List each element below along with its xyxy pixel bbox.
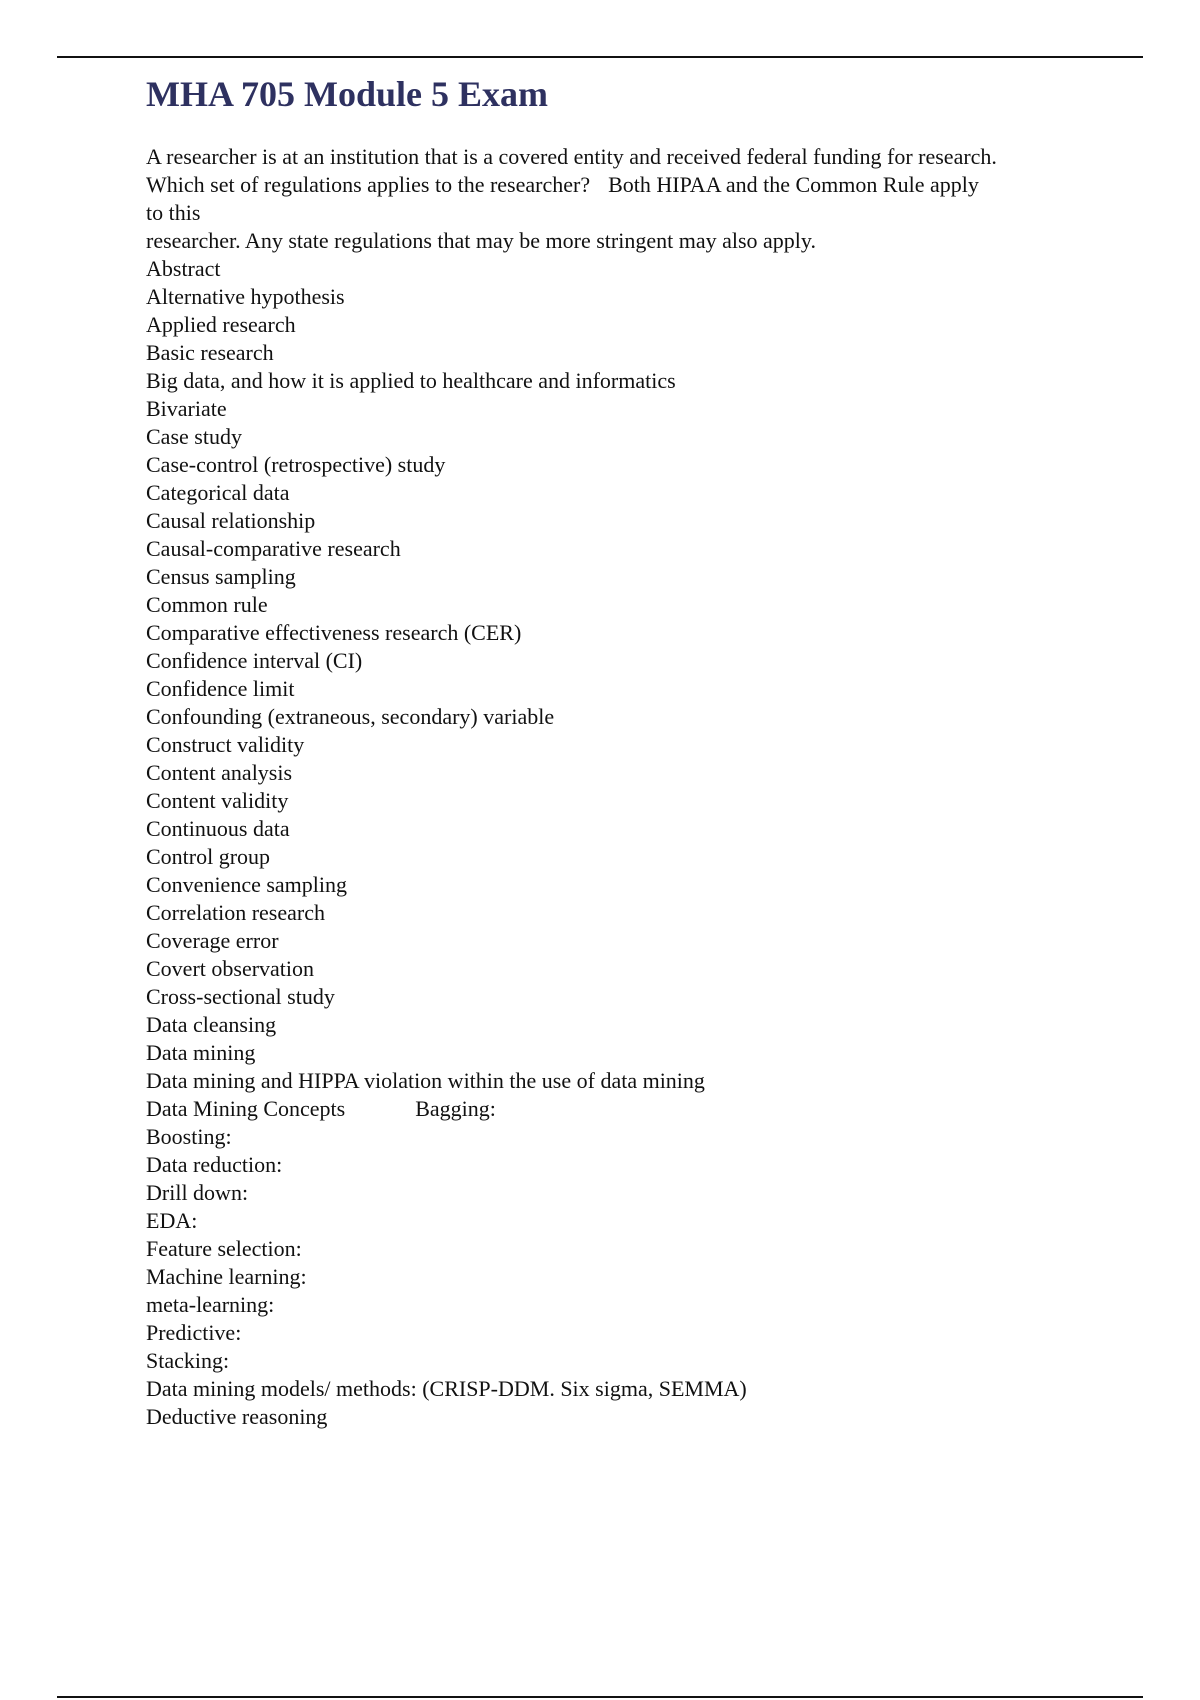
concepts-line: [146, 1095, 1106, 1123]
term-list: [146, 255, 1106, 1095]
term-item: Case-control (retrospective) study: [146, 452, 446, 477]
term-item: Confidence limit: [146, 676, 295, 701]
term-item: Continuous data: [146, 816, 290, 841]
term-item: Applied research: [146, 312, 296, 337]
term-item: Content validity: [146, 788, 289, 813]
term-item: Case study: [146, 424, 242, 449]
term-item: Confidence interval (CI): [146, 648, 363, 673]
concept-item: Stacking:: [146, 1348, 230, 1373]
concepts-term: Data Mining Concepts: [146, 1096, 346, 1121]
concept-item: meta-learning:: [146, 1292, 275, 1317]
term-item: Coverage error: [146, 928, 279, 953]
term-item: Data mining: [146, 1040, 256, 1065]
question-line-1: A researcher is at an institution that is a covered entity and received federal funding for research.: [146, 144, 997, 169]
term-item: Data mining models/ methods: (CRISP-DDM. Six sigma, SEMMA): [146, 1376, 747, 1401]
term-item: Construct validity: [146, 732, 305, 757]
term-item: Convenience sampling: [146, 872, 348, 897]
term-item: Comparative effectiveness research (CER): [146, 620, 522, 645]
question-line-3: to this: [146, 200, 201, 225]
concept-item: EDA:: [146, 1208, 198, 1233]
term-item: Correlation research: [146, 900, 325, 925]
concept-item: Feature selection:: [146, 1236, 302, 1261]
concept-item: Data reduction:: [146, 1152, 283, 1177]
answer-text: Both HIPAA and the Common Rule apply: [608, 172, 979, 197]
concept-item: Boosting:: [146, 1124, 232, 1149]
question-line-2: [146, 171, 1106, 199]
term-item: Causal-comparative research: [146, 536, 401, 561]
concept-item: Drill down:: [146, 1180, 249, 1205]
term-item: Bivariate: [146, 396, 227, 421]
term-item: Common rule: [146, 592, 268, 617]
concept-item: Predictive:: [146, 1320, 242, 1345]
term-item: Covert observation: [146, 956, 315, 981]
term-item: Data cleansing: [146, 1012, 277, 1037]
question-text: Which set of regulations applies to the researcher?: [146, 172, 591, 197]
header-rule: [57, 56, 1143, 58]
term-item: Confounding (extraneous, secondary) variable: [146, 704, 555, 729]
question-line-4: researcher. Any state regulations that may be more stringent may also apply.: [146, 228, 816, 253]
term-item: Deductive reasoning: [146, 1404, 328, 1429]
footer-rule: [57, 1696, 1143, 1698]
term-item: Content analysis: [146, 760, 293, 785]
term-list-continued: [146, 1375, 1106, 1431]
term-item: Alternative hypothesis: [146, 284, 345, 309]
concepts-first-item: Bagging:: [415, 1096, 496, 1121]
term-item: Data mining and HIPPA violation within the use of data mining: [146, 1068, 705, 1093]
concept-list: [146, 1123, 1106, 1375]
term-item: Big data, and how it is applied to healthcare and informatics: [146, 368, 676, 393]
term-item: Cross-sectional study: [146, 984, 335, 1009]
concept-item: Machine learning:: [146, 1264, 307, 1289]
term-item: Control group: [146, 844, 271, 869]
term-item: Census sampling: [146, 564, 296, 589]
term-item: Basic research: [146, 340, 274, 365]
term-item: Causal relationship: [146, 508, 316, 533]
page-title: MHA 705 Module 5 Exam: [146, 74, 548, 114]
document-body: [146, 143, 1106, 1431]
term-item: Categorical data: [146, 480, 290, 505]
term-item: Abstract: [146, 256, 221, 281]
